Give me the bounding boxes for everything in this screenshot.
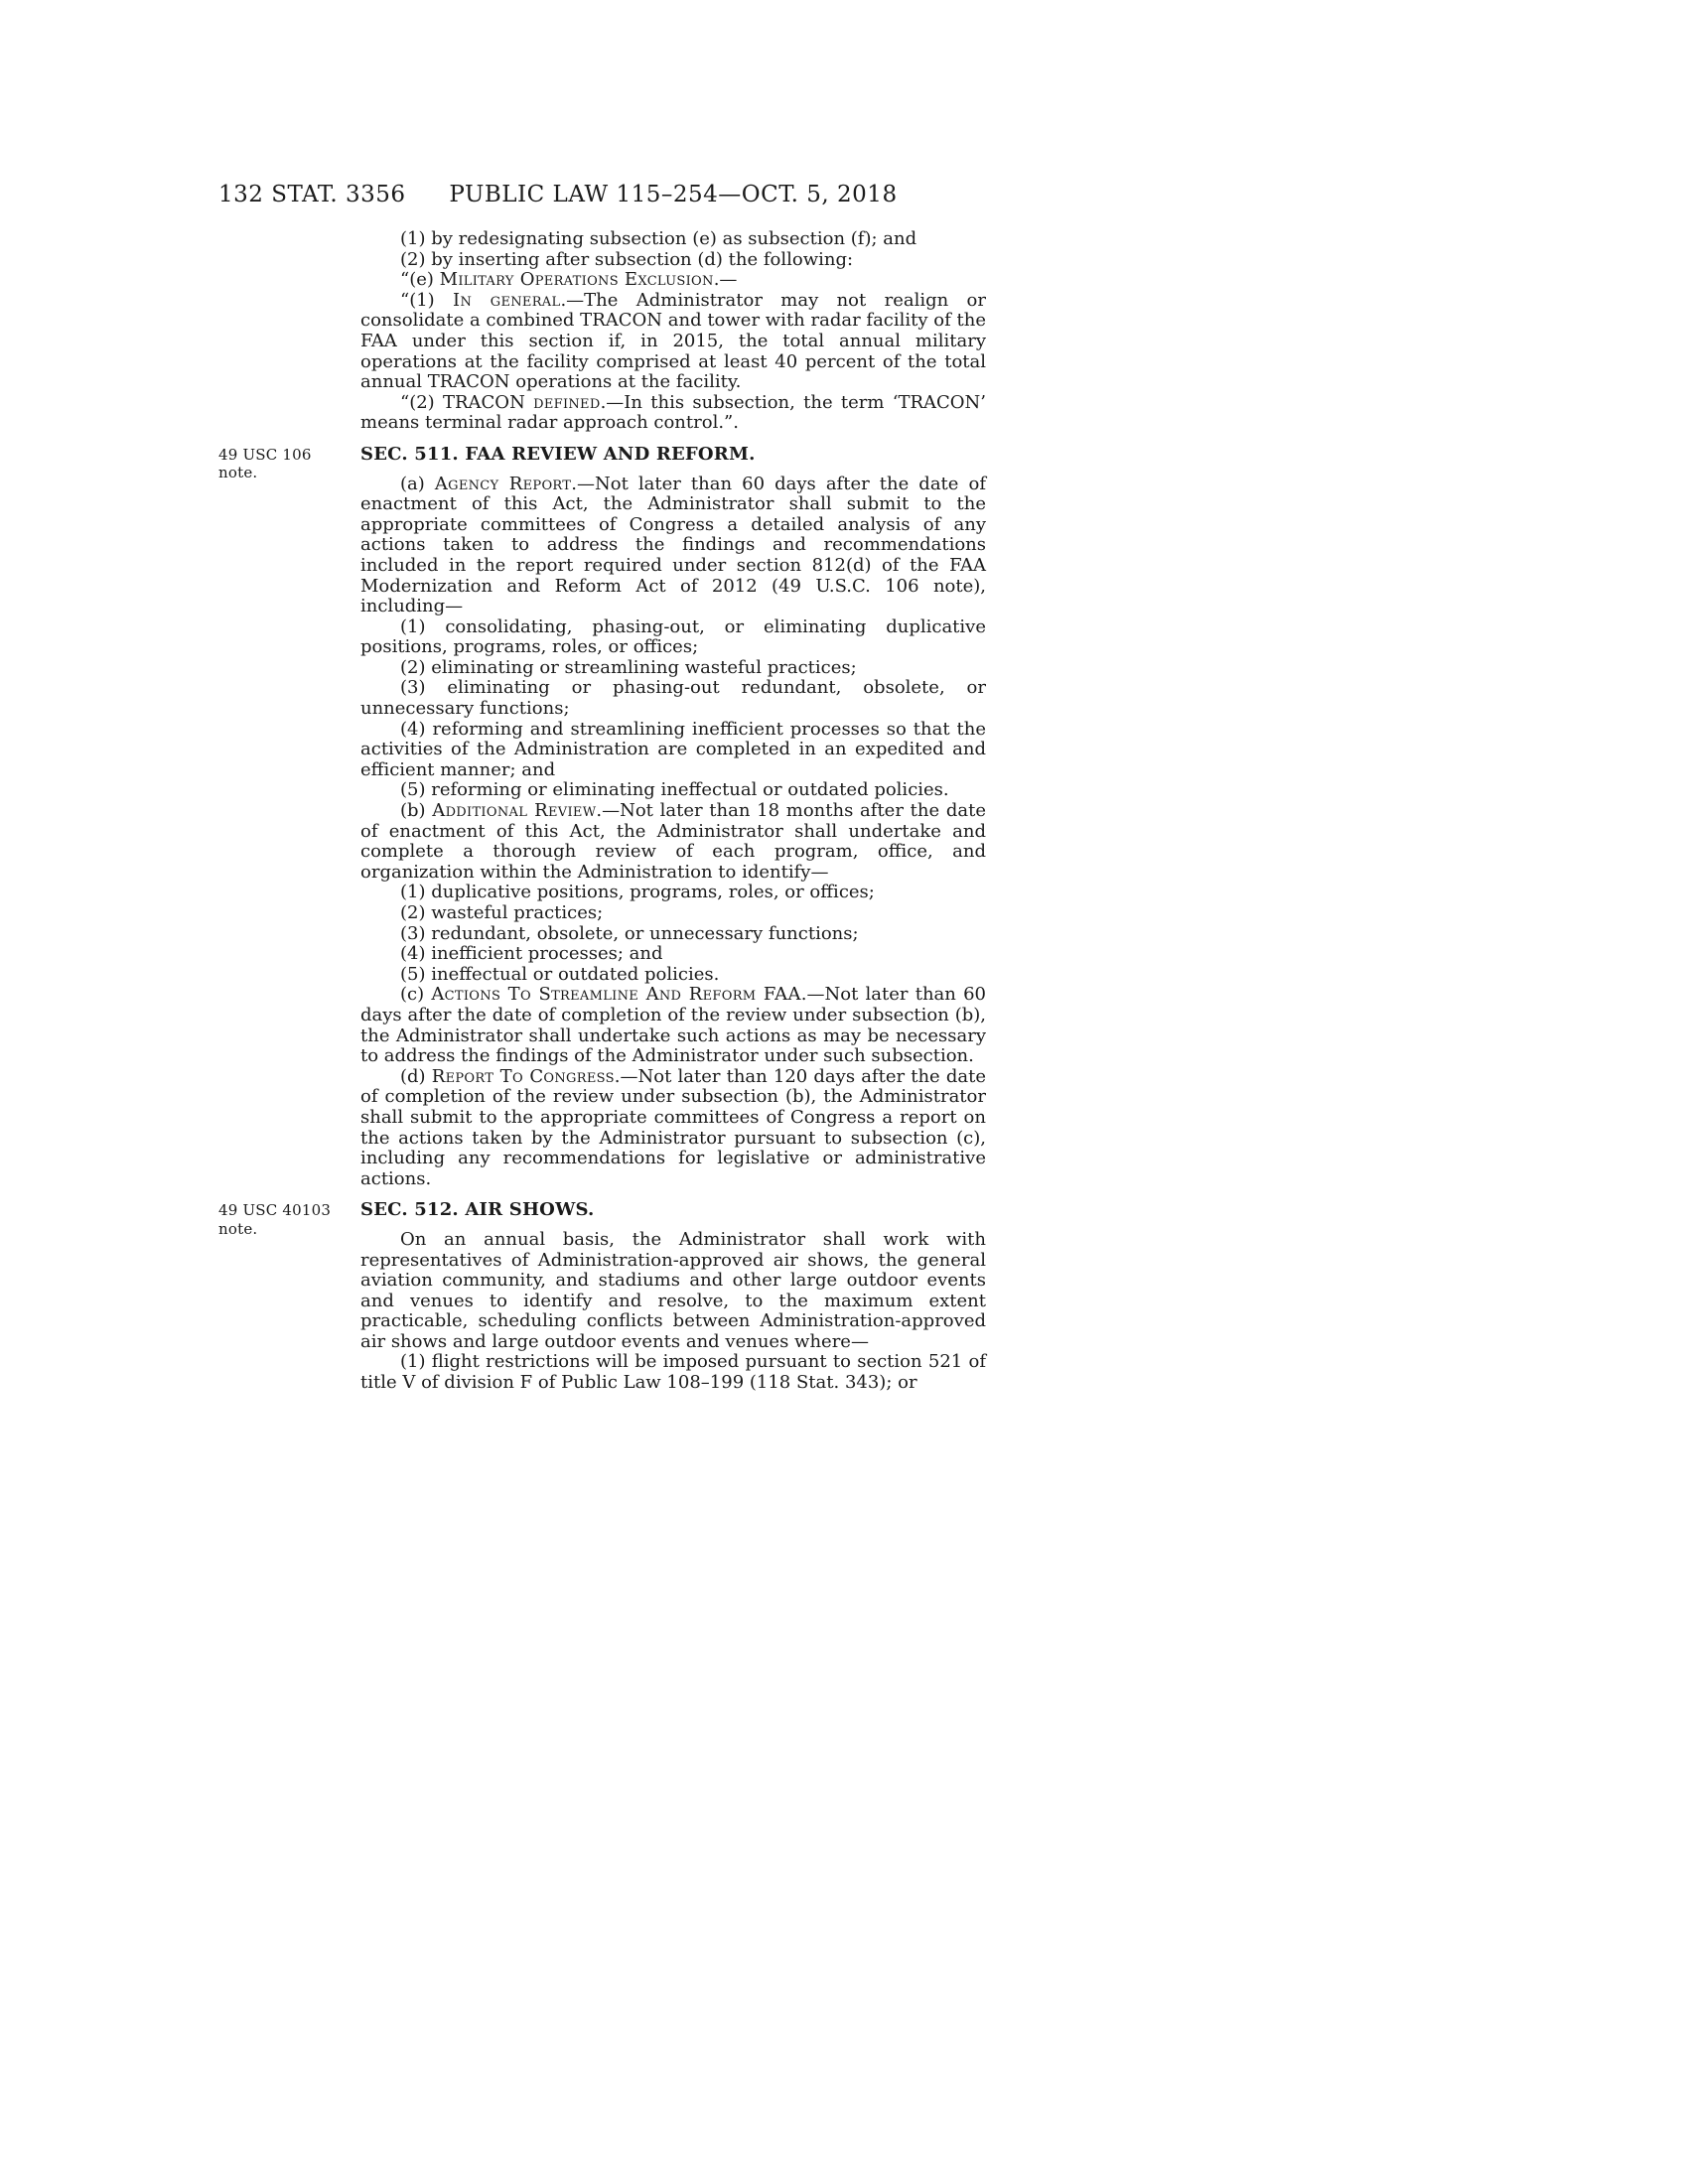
text-run: (4) inefficient processes; and	[400, 943, 663, 965]
statute-paragraph	[360, 965, 986, 986]
text-run: (b)	[400, 800, 433, 822]
small-caps-run: defined	[533, 391, 601, 413]
text-run: (1) consolidating, phasing-out, or eliminating duplicative positions, programs, roles, or offices;	[360, 615, 986, 658]
small-caps-run: Agency Report	[434, 473, 572, 494]
statute-paragraph	[360, 658, 986, 679]
section-heading	[218, 1199, 986, 1238]
statute-paragraph	[360, 1230, 986, 1353]
text-run: (2) wasteful practices;	[400, 902, 604, 923]
text-run: SEC. 511. FAA REVIEW AND REFORM.	[360, 443, 756, 465]
margin-note: 49 USC 40103 note.	[218, 1201, 332, 1238]
statute-paragraph	[360, 229, 986, 250]
statute-paragraph	[360, 780, 986, 801]
text-run: (5) ineffectual or outdated policies.	[400, 963, 720, 985]
statute-paragraph	[360, 883, 986, 903]
statute-paragraph	[360, 944, 986, 965]
text-run: .—Not later than 60 days after the date of enactment of this Act, the Administrator shall submit to the appropriate committees of Congress a detailed analysis of any actions taken to address the findings and recommendations included in the report required under section 812(d) of the FAA Modernization and Reform Act of 2012 (49 U.S.C. 106 note), including—	[360, 473, 987, 617]
text-run: .—Not later than 60 days after the date of completion of the review under subsection (b), the Administrator shall undertake such actions as may be necessary to address the findings of the Administrator under such subsection.	[360, 984, 986, 1067]
text-run: (1) flight restrictions will be imposed pursuant to section 521 of title V of division F of Public Law 108–199 (118 Stat. 343); or	[360, 1351, 986, 1394]
text-run: (4) reforming and streamlining inefficient processes so that the activities of the Administration are completed in an expedited and efficient manner; and	[360, 718, 986, 780]
text-run: (1) duplicative positions, programs, roles, or offices;	[400, 882, 875, 903]
statute-body	[218, 228, 987, 1394]
statute-paragraph	[360, 270, 986, 291]
statute-paragraph	[360, 1067, 986, 1190]
text-run: (2) eliminating or streamlining wasteful practices;	[400, 656, 857, 678]
small-caps-run: In general	[453, 289, 561, 311]
text-run: SEC. 512. AIR SHOWS.	[360, 1199, 595, 1221]
text-run: “(2) TRACON	[400, 391, 534, 413]
text-run: On an annual basis, the Administrator shall work with representatives of Administration-approved air shows, the general aviation community, and stadiums and other large outdoor events and venues to identify and resolve, to the maximum extent practicable, scheduling conflicts between Administration-approved air shows and large outdoor events and venues where—	[360, 1228, 986, 1352]
page-stat-number: 132 STAT. 3356	[218, 182, 406, 207]
statute-paragraph	[360, 393, 986, 434]
small-caps-run: Report To Congress	[431, 1065, 615, 1087]
text-run: .—Not later than 18 months after the date of enactment of this Act, the Administrator shall undertake and complete a thorough review of each program, office, and organization within the Administration to identify—	[360, 800, 986, 883]
statute-paragraph	[360, 1352, 986, 1393]
statute-paragraph	[360, 617, 986, 658]
text-run: .—In this subsection, the term ‘TRACON’ means terminal radar approach control.”.	[360, 391, 987, 434]
margin-note: 49 USC 106 note.	[218, 445, 312, 482]
text-run: (5) reforming or eliminating ineffectual or outdated policies.	[400, 779, 949, 801]
statute-paragraph	[360, 720, 986, 781]
text-run: .—Not later than 120 days after the date of completion of the review under subsection (b), the Administrator shall submit to the appropriate committees of Congress a report on the actions taken by the Administrator pursuant to subsection (c), including any recommendations for legislative or administrative actions.	[360, 1065, 986, 1189]
statute-paragraph	[360, 291, 986, 393]
small-caps-run: Military Operations Exclusion	[439, 269, 714, 291]
section-heading	[218, 443, 986, 482]
small-caps-run: Actions To Streamline And Reform FAA	[431, 984, 801, 1006]
running-head-law-title: PUBLIC LAW 115–254—OCT. 5, 2018	[449, 182, 898, 207]
text-run: .—The Administrator may not realign or consolidate a combined TRACON and tower with radar facility of the FAA under this section if, in 2015, the total annual military operations at the facility comprised at least 40 percent of the total annual TRACON operations at the facility.	[360, 289, 987, 393]
text-run: “(e)	[400, 269, 440, 291]
statute-paragraph	[360, 250, 986, 271]
statute-paragraph	[360, 801, 986, 883]
text-run: (d)	[400, 1065, 432, 1087]
statute-paragraph	[360, 903, 986, 924]
text-run: “(1)	[400, 289, 454, 311]
statute-paragraph	[360, 475, 986, 617]
small-caps-run: Additional Review	[432, 800, 597, 822]
text-run: (2) by inserting after subsection (d) the following:	[400, 248, 854, 270]
statute-paragraph	[360, 985, 986, 1066]
text-run: (3) eliminating or phasing-out redundant, obsolete, or unnecessary functions;	[360, 677, 986, 720]
text-run: (a)	[400, 473, 435, 494]
text-run: (c)	[400, 984, 432, 1006]
statute-paragraph	[360, 924, 986, 945]
text-run: (3) redundant, obsolete, or unnecessary functions;	[400, 922, 859, 944]
text-run: .—	[713, 269, 738, 291]
statute-paragraph	[360, 678, 986, 719]
text-run: (1) by redesignating subsection (e) as subsection (f); and	[400, 228, 917, 249]
